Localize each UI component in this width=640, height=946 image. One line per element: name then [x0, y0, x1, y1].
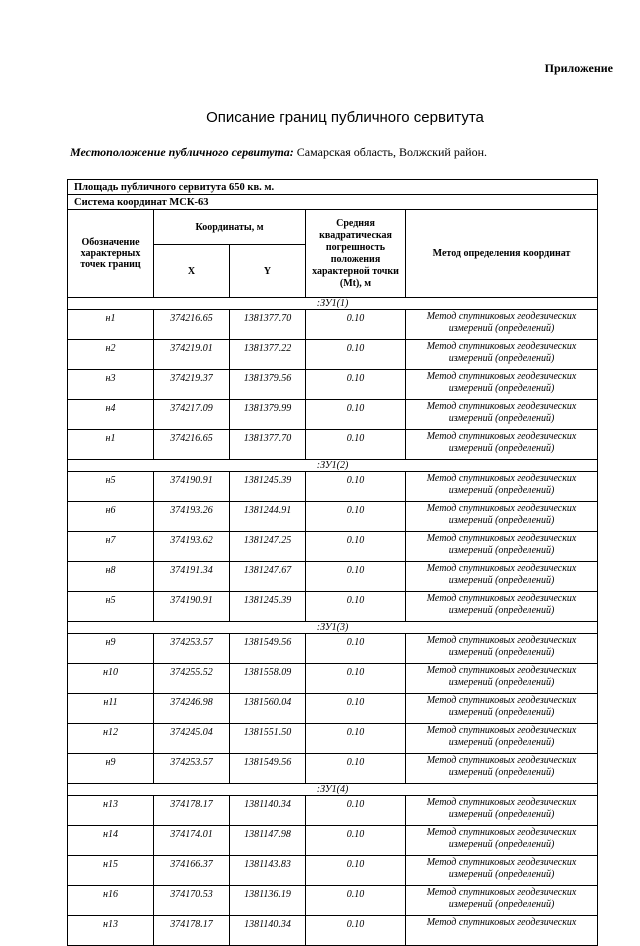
point-cell: н7 [68, 532, 154, 562]
x-cell: 374246.98 [154, 694, 230, 724]
method-cell: Метод спутниковых геодезических измерений (определений) [406, 886, 598, 916]
method-cell: Метод спутниковых геодезических измерений (определений) [406, 310, 598, 340]
table-row [68, 694, 598, 724]
area-row: Площадь публичного сервитута 650 кв. м. [68, 180, 598, 195]
error-cell: 0.10 [306, 694, 406, 724]
header-x: X [154, 245, 230, 298]
point-cell: н3 [68, 370, 154, 400]
method-cell: Метод спутниковых геодезических измерений (определений) [406, 694, 598, 724]
point-cell: н2 [68, 340, 154, 370]
x-cell: 374255.52 [154, 664, 230, 694]
header-coords: Координаты, м [154, 210, 306, 245]
y-cell: 1381247.67 [230, 562, 306, 592]
location-label: Местоположение публичного сервитута: [70, 145, 294, 159]
error-cell: 0.10 [306, 796, 406, 826]
point-cell: н12 [68, 724, 154, 754]
x-cell: 374219.01 [154, 340, 230, 370]
table-row [68, 724, 598, 754]
y-cell: 1381377.70 [230, 310, 306, 340]
point-cell: н5 [68, 592, 154, 622]
point-cell: н11 [68, 694, 154, 724]
table-row [68, 592, 598, 622]
y-cell: 1381379.99 [230, 400, 306, 430]
x-cell: 374245.04 [154, 724, 230, 754]
error-cell: 0.10 [306, 340, 406, 370]
y-cell: 1381136.19 [230, 886, 306, 916]
table-row [68, 370, 598, 400]
x-cell: 374190.91 [154, 592, 230, 622]
x-cell: 374253.57 [154, 754, 230, 784]
error-cell: 0.10 [306, 916, 406, 946]
table-row [68, 310, 598, 340]
error-cell: 0.10 [306, 724, 406, 754]
location-value: Самарская область, Волжский район. [296, 145, 488, 159]
error-cell: 0.10 [306, 664, 406, 694]
table-row [68, 754, 598, 784]
error-cell: 0.10 [306, 310, 406, 340]
method-cell: Метод спутниковых геодезических измерений (определений) [406, 664, 598, 694]
x-cell: 374216.65 [154, 310, 230, 340]
y-cell: 1381551.50 [230, 724, 306, 754]
table-row [68, 340, 598, 370]
table-row [68, 826, 598, 856]
x-cell: 374193.26 [154, 502, 230, 532]
y-cell: 1381245.39 [230, 472, 306, 502]
method-cell: Метод спутниковых геодезических измерений (определений) [406, 754, 598, 784]
point-cell: н1 [68, 430, 154, 460]
group-row [68, 298, 598, 310]
error-cell: 0.10 [306, 856, 406, 886]
method-cell: Метод спутниковых геодезических измерений (определений) [406, 592, 598, 622]
point-cell: н14 [68, 826, 154, 856]
y-cell: 1381140.34 [230, 916, 306, 946]
point-cell: н1 [68, 310, 154, 340]
x-cell: 374217.09 [154, 400, 230, 430]
point-cell: н4 [68, 400, 154, 430]
method-cell: Метод спутниковых геодезических измерений (определений) [406, 562, 598, 592]
table-row [68, 856, 598, 886]
group-label: :ЗУ1(3) [68, 622, 598, 634]
header-error-text: Средняя квадратическая погрешность положения характерной точки (Mt), м [312, 217, 399, 289]
table-row [68, 472, 598, 502]
x-cell: 374191.34 [154, 562, 230, 592]
x-cell: 374174.01 [154, 826, 230, 856]
group-label: :ЗУ1(2) [68, 460, 598, 472]
header-point: Обозначение характерных точек границ [68, 210, 154, 298]
method-cell: Метод спутниковых геодезических измерений (определений) [406, 724, 598, 754]
error-cell: 0.10 [306, 562, 406, 592]
point-cell: н6 [68, 502, 154, 532]
table-row [68, 400, 598, 430]
table-row [68, 502, 598, 532]
group-label: :ЗУ1(1) [68, 298, 598, 310]
x-cell: 374219.37 [154, 370, 230, 400]
point-cell: н9 [68, 754, 154, 784]
method-cell: Метод спутниковых геодезических измерений (определений) [406, 826, 598, 856]
error-cell: 0.10 [306, 634, 406, 664]
method-cell: Метод спутниковых геодезических измерений (определений) [406, 532, 598, 562]
table-row [68, 664, 598, 694]
y-cell: 1381558.09 [230, 664, 306, 694]
point-cell: н9 [68, 634, 154, 664]
group-label: :ЗУ1(4) [68, 784, 598, 796]
group-row [68, 784, 598, 796]
method-cell: Метод спутниковых геодезических измерений (определений) [406, 856, 598, 886]
point-cell: н15 [68, 856, 154, 886]
y-cell: 1381140.34 [230, 796, 306, 826]
y-cell: 1381247.25 [230, 532, 306, 562]
x-cell: 374170.53 [154, 886, 230, 916]
x-cell: 374178.17 [154, 796, 230, 826]
y-cell: 1381377.70 [230, 430, 306, 460]
x-cell: 374253.57 [154, 634, 230, 664]
error-cell: 0.10 [306, 370, 406, 400]
point-cell: н10 [68, 664, 154, 694]
error-cell: 0.10 [306, 430, 406, 460]
group-row [68, 460, 598, 472]
x-cell: 374166.37 [154, 856, 230, 886]
x-cell: 374193.62 [154, 532, 230, 562]
method-cell: Метод спутниковых геодезических [406, 916, 598, 946]
y-cell: 1381560.04 [230, 694, 306, 724]
table-row [68, 796, 598, 826]
method-cell: Метод спутниковых геодезических измерений (определений) [406, 340, 598, 370]
table-row [68, 562, 598, 592]
error-cell: 0.10 [306, 826, 406, 856]
header-error [306, 210, 406, 298]
method-cell: Метод спутниковых геодезических измерений (определений) [406, 634, 598, 664]
error-cell: 0.10 [306, 502, 406, 532]
x-cell: 374190.91 [154, 472, 230, 502]
y-cell: 1381549.56 [230, 634, 306, 664]
table-row [68, 886, 598, 916]
y-cell: 1381244.91 [230, 502, 306, 532]
error-cell: 0.10 [306, 532, 406, 562]
point-cell: н16 [68, 886, 154, 916]
crs-row: Система координат МСК-63 [68, 195, 598, 210]
method-cell: Метод спутниковых геодезических измерений (определений) [406, 796, 598, 826]
error-cell: 0.10 [306, 400, 406, 430]
y-cell: 1381147.98 [230, 826, 306, 856]
method-cell: Метод спутниковых геодезических измерений (определений) [406, 472, 598, 502]
y-cell: 1381549.56 [230, 754, 306, 784]
y-cell: 1381379.56 [230, 370, 306, 400]
method-cell: Метод спутниковых геодезических измерений (определений) [406, 502, 598, 532]
appendix-label: Приложение [544, 61, 613, 75]
document-title: Описание границ публичного сервитута [206, 109, 484, 126]
group-row [68, 622, 598, 634]
header-method: Метод определения координат [406, 210, 598, 298]
x-cell: 374216.65 [154, 430, 230, 460]
location-line [70, 145, 487, 160]
point-cell: н13 [68, 916, 154, 946]
error-cell: 0.10 [306, 754, 406, 784]
error-cell: 0.10 [306, 592, 406, 622]
y-cell: 1381143.83 [230, 856, 306, 886]
point-cell: н8 [68, 562, 154, 592]
method-cell: Метод спутниковых геодезических измерений (определений) [406, 400, 598, 430]
method-cell: Метод спутниковых геодезических измерений (определений) [406, 370, 598, 400]
y-cell: 1381377.22 [230, 340, 306, 370]
point-cell: н13 [68, 796, 154, 826]
table-row [68, 430, 598, 460]
error-cell: 0.10 [306, 886, 406, 916]
method-cell: Метод спутниковых геодезических измерений (определений) [406, 430, 598, 460]
x-cell: 374178.17 [154, 916, 230, 946]
table-row [68, 532, 598, 562]
header-y: Y [230, 245, 306, 298]
error-cell: 0.10 [306, 472, 406, 502]
point-cell: н5 [68, 472, 154, 502]
coordinates-table [67, 179, 598, 946]
table-row [68, 916, 598, 946]
table-row [68, 634, 598, 664]
y-cell: 1381245.39 [230, 592, 306, 622]
